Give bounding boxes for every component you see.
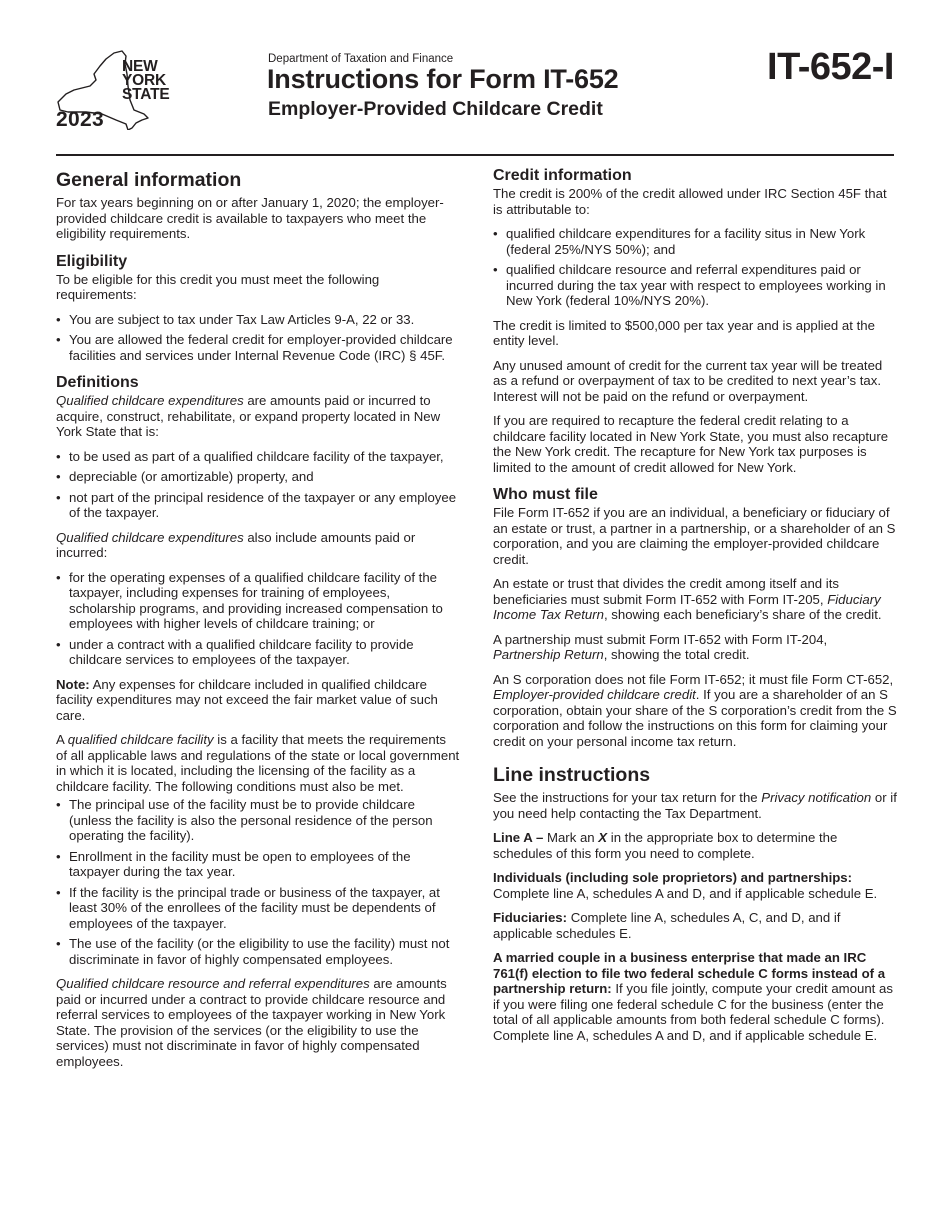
list-item: • The principal use of the facility must be to provide childcare (unless the facility is also the personal residence of the person operating the facility).: [56, 797, 460, 844]
list-item: • under a contract with a qualified childcare facility to provide childcare services to employees of the taxpayer.: [56, 637, 460, 668]
eligibility-list: [56, 312, 460, 364]
individuals-text: Individuals (including sole proprietors) and partnerships: Complete line A, schedules A and D, and if applicable schedule E.: [493, 870, 878, 901]
s-corporation-text: An S corporation does not file Form IT-652; it must file Form CT-652, Employer-provided childcare credit. If you are a shareholder of an S corporation, obtain your share of the S corporation’s credit from the S corporation and follow the instructions on this form for claiming your credit on your personal income tax return.: [493, 671, 897, 749]
list-item: • You are subject to tax under Tax Law Articles 9-A, 22 or 33.: [56, 312, 460, 328]
list-item: • for the operating expenses of a qualified childcare facility of the taxpayer, including expenses for training of employees, scholarship programs, and providing increased compensation to employees with higher levels of childcare training; or: [56, 570, 460, 632]
credit-information-heading: Credit information: [493, 167, 632, 184]
who-must-file-section: [493, 485, 897, 749]
general-information-text: For tax years beginning on or after January 1, 2020; the employer-provided childcare credit is available to taxpayers who meet the eligibility requirements.: [56, 195, 444, 241]
operating-list: [56, 570, 460, 668]
line-instructions-heading: Line instructions: [493, 764, 651, 786]
nys-logo: [56, 50, 186, 132]
list-item: • Enrollment in the facility must be open to employees of the taxpayer during the tax year.: [56, 849, 460, 880]
recapture-text: If you are required to recapture the federal credit relating to a childcare facility located in New York State, you must also recapture the New York credit. The recapture for New York tax purposes is limited to the amount of credit allowed for New York.: [493, 413, 889, 475]
eligibility-section: [56, 252, 460, 364]
line-instructions-text: See the instructions for your tax return for the Privacy notification or if you need help contacting the Tax Department.: [493, 790, 897, 821]
general-information-heading: General information: [56, 169, 242, 191]
list-item: • qualified childcare resource and referral expenditures paid or incurred during the tax year with respect to employees working in New York (federal 10%/NYS 20%).: [493, 262, 897, 309]
facility-text: A qualified childcare facility is a facility that meets the requirements of all applicable laws and regulations of the state or local government in which it is located, including the licensing of the facility as a childcare facility. The following conditions must also be met.: [56, 732, 460, 794]
who-must-file-text: File Form IT-652 if you are an individual, a beneficiary or fiduciary of an estate or trust, a partner in a partnership, or a shareholder of an S corporation, and you are claiming the employer-provided childcare credit.: [493, 505, 896, 567]
list-item: • You are allowed the federal credit for employer-provided childcare facilities and services under Internal Revenue Code (IRC) § 45F.: [56, 332, 460, 363]
married-couple-text: A married couple in a business enterprise that made an IRC 761(f) election to file two federal schedule C forms instead of a partnership return: If you file jointly, compute your credit amount as if you were filing one federal schedule C for the business (enter the total of all applicable amounts from both federal schedule C forms). Complete line A, schedules A and D, and if applicable schedule E.: [493, 950, 893, 1043]
list-item: • to be used as part of a qualified childcare facility of the taxpayer,: [56, 449, 460, 465]
eligibility-text: To be eligible for this credit you must meet the following requirements:: [56, 271, 380, 302]
definitions-section: [56, 373, 460, 1069]
tax-year: 2023: [56, 108, 104, 131]
credit-list: [493, 226, 897, 309]
line-a-text: Line A – Mark an X in the appropriate box to determine the schedules of this form you need to complete.: [493, 830, 838, 861]
definitions-text: Qualified childcare expenditures are amounts paid or incurred to acquire, construct, rehabilitate, or expand property located in New York State that is:: [56, 393, 441, 439]
left-column: [56, 166, 460, 1078]
expenditure-list: [56, 449, 460, 521]
page-subtitle: Employer-Provided Childcare Credit: [268, 98, 603, 120]
partnership-text: A partnership must submit Form IT-652 with Form IT-204, Partnership Return, showing the total credit.: [493, 631, 828, 662]
estate-trust-text: An estate or trust that divides the credit among itself and its beneficiaries must submit Form IT-652 with Form IT-205, Fiduciary Income Tax Return, showing each beneficiary’s share of the credit.: [493, 576, 882, 622]
header-divider: [56, 154, 894, 156]
eligibility-heading: Eligibility: [56, 252, 128, 270]
who-must-file-heading: Who must file: [493, 486, 598, 503]
nys-wordmark: NEW YORK STATE: [122, 58, 170, 103]
referral-text: Qualified childcare resource and referral expenditures are amounts paid or incurred under a contract to provide childcare resource and referral services to employees of the taxpayer working in New York State. The provision of the services (or the eligibility to use the services) must not discriminate in favor of highly compensated employees.: [56, 976, 447, 1069]
list-item: • The use of the facility (or the eligibility to use the facility) must not discriminate in favor of highly compensated employees.: [56, 936, 460, 967]
list-item: • not part of the principal residence of the taxpayer or any employee of the taxpayer.: [56, 490, 460, 521]
list-item: • qualified childcare expenditures for a facility situs in New York (federal 25%/NYS 50%); and: [493, 226, 897, 257]
list-item: • If the facility is the principal trade or business of the taxpayer, at least 30% of the enrollees of the facility must be dependents of employees of the taxpayer.: [56, 885, 460, 932]
definitions-text-2: Qualified childcare expenditures also include amounts paid or incurred:: [56, 529, 416, 560]
right-column: [493, 166, 897, 1052]
definitions-heading: Definitions: [56, 374, 139, 391]
fiduciaries-text: Fiduciaries: Complete line A, schedules A, C, and D, and if applicable schedules E.: [493, 910, 841, 941]
facility-conditions-list: [56, 797, 460, 967]
page-title: Instructions for Form IT-652: [267, 64, 619, 94]
form-id: IT-652-I: [767, 46, 894, 88]
note-text: Note: Any expenses for childcare included in qualified childcare facility expenditures may not exceed the fair market value of such care.: [56, 676, 438, 723]
list-item: • depreciable (or amortizable) property, and: [56, 469, 460, 485]
credit-limit-text: The credit is limited to $500,000 per tax year and is applied at the entity level.: [493, 317, 875, 348]
department-name: Department of Taxation and Finance: [268, 53, 454, 65]
line-instructions-section: [493, 763, 897, 1043]
unused-credit-text: Any unused amount of credit for the current tax year will be treated as a refund or overpayment of tax to be credited to next year’s tax. Interest will not be paid on the refund or overpayment.: [493, 357, 883, 404]
credit-information-text: The credit is 200% of the credit allowed under IRC Section 45F that is attributable to:: [493, 186, 887, 217]
